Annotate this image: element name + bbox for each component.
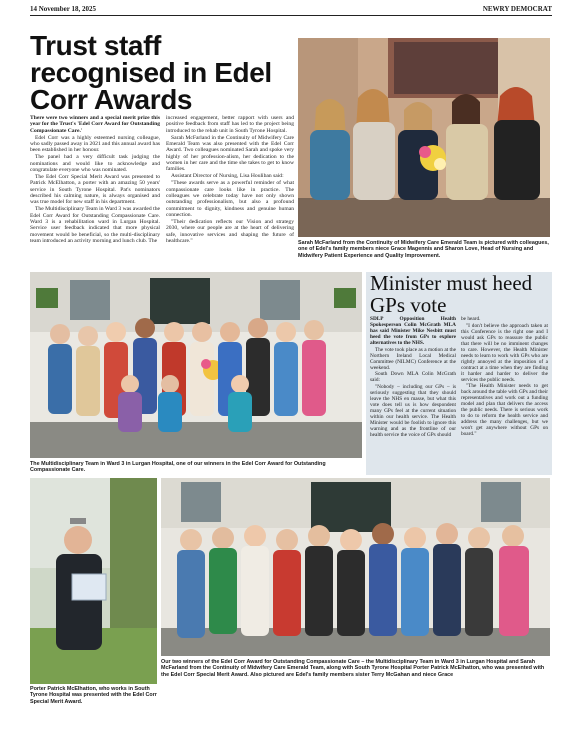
photo-midwifery-team: [298, 38, 550, 237]
photo-porter: [30, 478, 157, 684]
minister-para: South Down MLA Colin McGrath said:: [370, 371, 456, 384]
page-info: 14 November 18, 2025: [30, 5, 96, 13]
trust-para: There were two winners and a special merit prize this year for the Trust's 'Edel Corr Award for Outstanding Compassionate Care.': [30, 115, 160, 134]
caption-photo-3: Porter Patrick McElhatton, who works in South Tyrone Hospital was presented with the Edel Corr Special Merit Award.: [30, 686, 157, 705]
photo-ward3-team: [30, 272, 362, 458]
trust-para: The panel had a very difficult task judging the nominations and would like to acknowledge and congratulate everyone who was nominated.: [30, 154, 160, 173]
minister-para: "The Health Minister needs to get back around the table with GPs and their representatives and work out a funding model and plan that delivers the access the public needs. There is serious work to do to reform the health service and address the many challenges, but we won't get anywhere without GPs on board.": [461, 383, 548, 438]
trust-para: increased engagement, better rapport with users and positive feedback from staff has led to the project being introduced to the rehab unit in South Tyrone Hospital.: [166, 115, 294, 134]
trust-para: Edel Corr was a highly esteemed nursing colleague, who sadly passed away in 2021 and this annual award has been established in her honour.: [30, 134, 160, 154]
caption-photo-2: The Multidisciplinary Team in Ward 3 in Lurgan Hospital, one of our winners in the Edel Corr Award for Outstanding Compassionate Care.: [30, 461, 326, 474]
header-rule: [30, 15, 552, 16]
minister-para: "I don't believe the approach taken at this Conference is the right one and I would ask GPs to reassure the public that there will be no imminent changes to care. However, the Health Minister needs to learn to work with GPs who are rightly annoyed at the imposition of a contract at a time when they are finding it harder and harder to deliver the services the public needs.: [461, 322, 548, 383]
minister-para: "Nobody – including our GPs – is seriously suggesting that they should leave the NHS en masse, but what this vote does tell us is how despondent many GPs feel at the current situation within our health service. The Health Minister would be foolish to ignore this warning and as the frontline of our health service the voice of GPs should: [370, 383, 456, 438]
minister-headline: Minister must heed GPs vote: [370, 271, 533, 317]
minister-para: SDLP Opposition Health Spokesperson Colin McGrath MLA has said Minister Mike Nesbitt must heed the vote from GPs to explore alternatives to the NHS.: [370, 316, 456, 346]
minister-col-2: [461, 316, 548, 438]
trust-para: "These awards serve as a powerful reminder of what compassionate care looks like in practice. The colleagues we celebrate today have not only shown outstanding professionalism, but also a profound commitment to dignity, kindness and genuine human connection.: [166, 180, 294, 218]
trust-para: The Multidisciplinary Team in Ward 3 was awarded the Edel Corr Award for Outstanding Compassionate Care. Ward 3 is a rehabilitation ward in Lurgan Hospital. Service user feedback indicated that more physical movement would be beneficial, so the multi-disciplinary team introduced an activity morning and lunch club. The: [30, 206, 160, 244]
trust-col-2: [166, 115, 294, 245]
trust-col-1: [30, 115, 160, 245]
trust-para: The Edel Corr Special Merit Award was presented to Patrick McElhatton, a porter with an amazing 50 years' service in South Tyrone Hospital. Pat's nominators described his calming nature, is always organised and was true model for new staff in his department.: [30, 173, 160, 206]
minister-para: be heard.: [461, 316, 481, 322]
caption-photo-1: Sarah McFarland from the Continuity of Midwifery Care Emerald Team is pictured with colleagues, one of Edel's family members niece Grace Magennis and Sharon Love, Head of Nursing and Midwifery Patient Experience and Quality Improvement.: [298, 240, 549, 259]
trust-para: Assistant Director of Nursing, Lisa Houliban said:: [171, 173, 284, 180]
trust-para: "Their dedication reflects our Vision and strategy 2030, where our people are at the heart of delivering safe, innovative services and shaping the future of healthcare.": [166, 218, 294, 244]
masthead: NEWRY DEMOCRAT: [482, 5, 552, 13]
caption-photo-4: Our two winners of the Edel Corr Award for Outstanding Compassionate Care – the Multidisciplinary Team in Ward 3 in Lurgan Hospital and Sarah McFarland from the Continuity of Midwifery Care Emerald Team, along with South Tyrone Hospital Porter Patrick McElhatton, who was presented with the Edel Corr Special Merit Award. Also pictured are Edel's family members sister Terry McGahan and niece Grace: [161, 659, 545, 678]
minister-col-1: [370, 316, 456, 438]
minister-para: The vote took place as a motion at the Northern Ireland Local Medical Committee (NILMC) Conference at the weekend.: [370, 346, 456, 371]
trust-headline: Trust staff recognised in Edel Corr Awards: [30, 30, 272, 115]
photo-winners-group: [161, 478, 550, 656]
trust-para: Sarah McFarland in the Continuity of Midwifery Care Emerald Team was also presented with the Edel Corr Award. Two colleagues nominated Sarah and spoke very highly of her profession-alism, her dedication to the women in her care and the time she takes to get to know families.: [166, 134, 294, 173]
